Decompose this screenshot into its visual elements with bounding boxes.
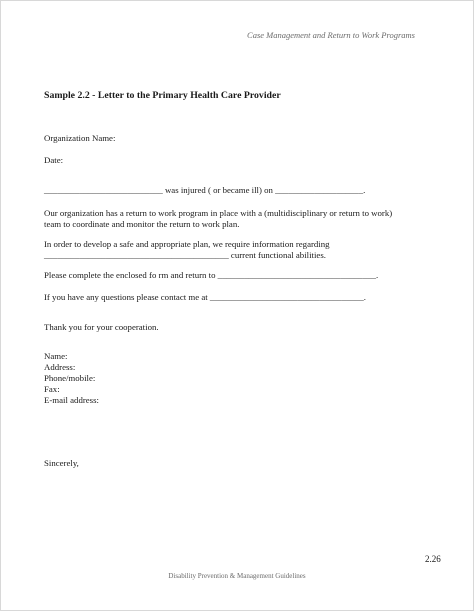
contact-phone-label: Phone/mobile:	[44, 373, 96, 383]
program-statement-line-2: team to coordinate and monitor the return to work plan.	[44, 219, 240, 229]
contact-fax-label: Fax:	[44, 384, 60, 394]
complete-form-statement: Please complete the enclosed fo rm and return to ____________________________________.	[44, 270, 379, 280]
thanks-statement: Thank you for your cooperation.	[44, 322, 159, 332]
injury-statement: ___________________________ was injured ( or became ill) on ____________________.	[44, 185, 366, 195]
closing-salutation: Sincerely,	[44, 458, 79, 468]
letter-title: Sample 2.2 - Letter to the Primary Health Care Provider	[44, 90, 281, 101]
date-label: Date:	[44, 155, 64, 165]
page-number: 2.26	[425, 554, 441, 564]
contact-name-label: Name:	[44, 351, 68, 361]
plan-statement-line-1: In order to develop a safe and appropriate plan, we require information regarding	[44, 239, 330, 249]
running-header: Case Management and Return to Work Programs	[247, 30, 415, 40]
contact-email-label: E-mail address:	[44, 395, 99, 405]
contact-block	[44, 351, 99, 406]
plan-statement-line-2: __________________________________________ current functional abilities.	[44, 250, 326, 260]
footer-guideline-title: Disability Prevention & Management Guidelines	[168, 572, 306, 580]
program-statement-line-1: Our organization has a return to work program in place with a (multidisciplinary or return to work)	[44, 208, 393, 218]
questions-statement: If you have any questions please contact me at ___________________________________.	[44, 292, 367, 302]
organization-name-label: Organization Name:	[44, 133, 116, 143]
contact-address-label: Address:	[44, 362, 76, 372]
